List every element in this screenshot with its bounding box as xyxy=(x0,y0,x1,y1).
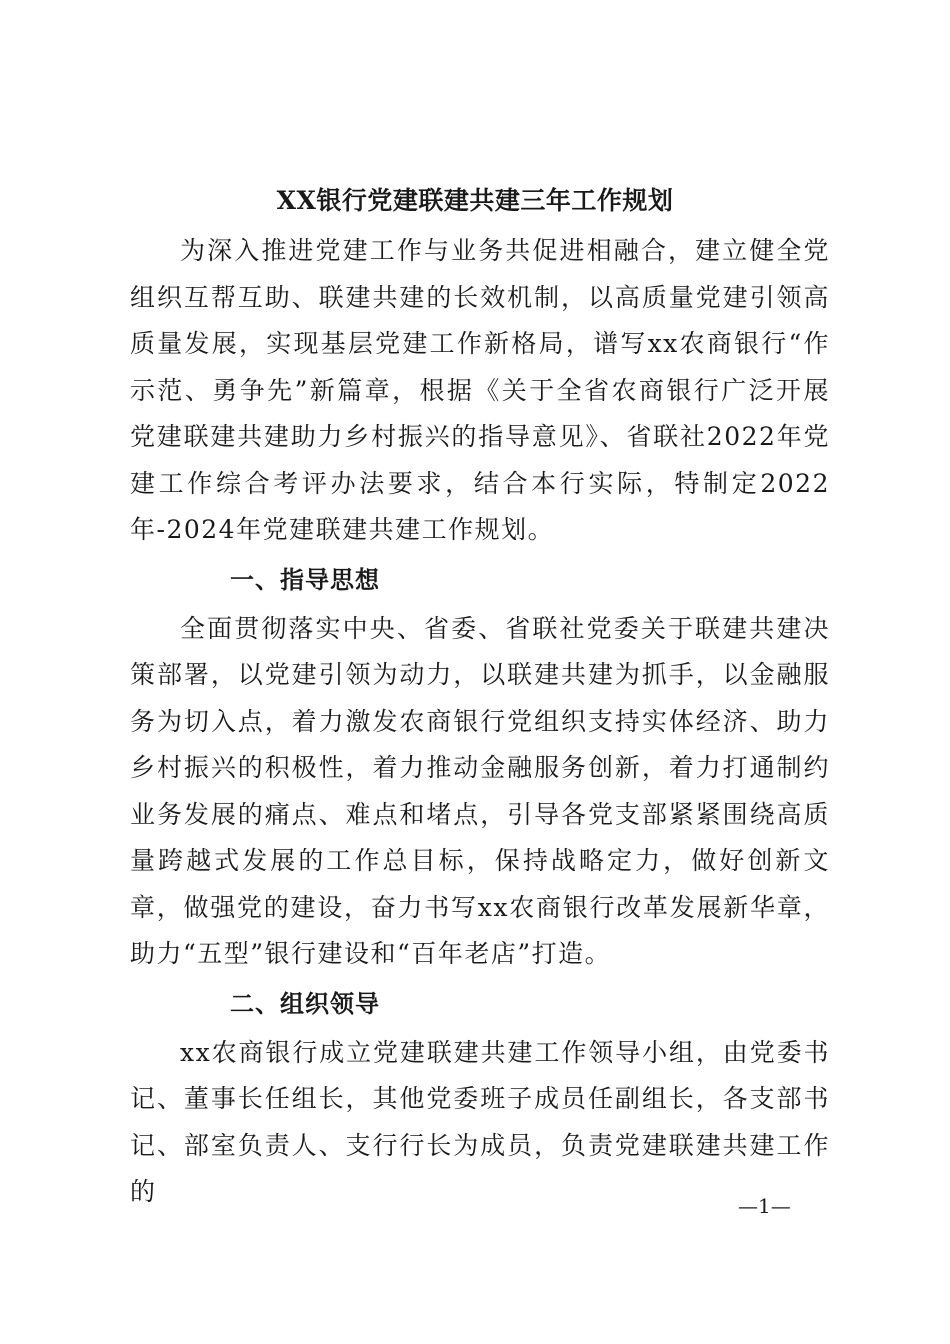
section-body-guiding-ideology: 全面贯彻落实中央、省委、省联社党委关于联建共建决策部署，以党建引领为动力，以联建共建为抓手，以金融服务为切入点，着力激发农商银行党组织支持实体经济、助力乡村振兴的积极性，着力推动金融服务创新，着力打通制约业务发展的痛点、难点和堵点，引导各党支部紧紧围绕高质量跨越式发展的工作总目标，保持战略定力，做好创新文章，做强党的建设，奋力书写xx农商银行改革发展新华章，助力“五型”银行建设和“百年老店”打造。 xyxy=(130,613,830,968)
section-heading-organization-leadership: 二、组织领导 xyxy=(230,989,380,1018)
section-body-organization-leadership: xx农商银行成立党建联建共建工作领导小组，由党委书记、董事长任组长，其他党委班子成员任副组长，各支部书记、部室负责人、支行行长为成员，负责党建联建共建工作的 xyxy=(130,1037,830,1206)
section-heading-guiding-ideology: 一、指导思想 xyxy=(230,565,380,594)
document-title: XX银行党建联建共建三年工作规划 xyxy=(276,186,674,215)
document-body xyxy=(130,228,830,1216)
page-number: —1— xyxy=(738,1194,791,1218)
intro-paragraph: 为深入推进党建工作与业务共促进相融合，建立健全党组织互帮互助、联建共建的长效机制，以高质量党建引领高质量发展，实现基层党建工作新格局，谱写xx农商银行“作示范、勇争先”新篇章，根据《关于全省农商银行广泛开展党建联建共建助力乡村振兴的指导意见》、省联社2022年党建工作综合考评办法要求，结合本行实际，特制定2022年-2024年党建联建共建工作规划。 xyxy=(130,236,830,544)
